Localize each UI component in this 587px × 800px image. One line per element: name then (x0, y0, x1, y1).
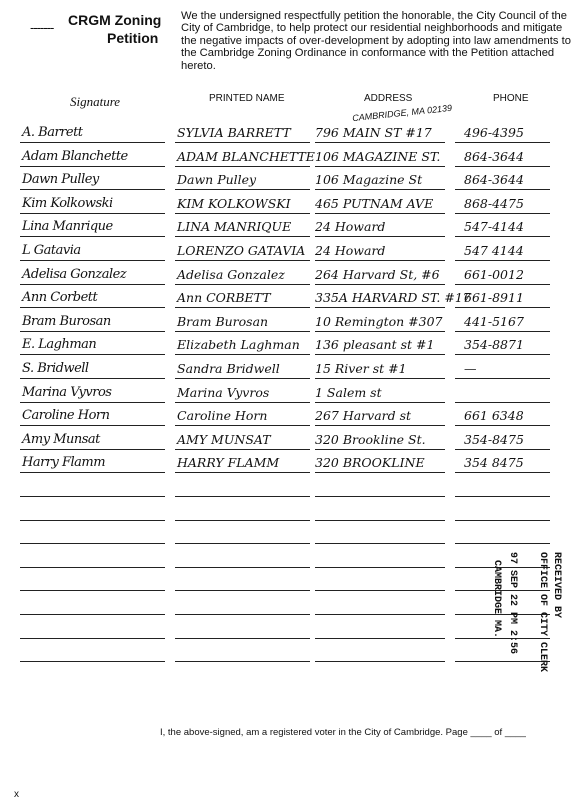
printed-name-cell: Elizabeth Laghman (177, 337, 300, 353)
address-cell: 264 Harvard St, #6 (315, 266, 440, 282)
petition-subtitle: Petition (107, 30, 159, 46)
table-row (0, 309, 587, 333)
petition-intro-text: We the undersigned respectfully petition the honorable, the City Council of the City of Cambridge, to help protect our residential neighborhoods and mitigate the negative impacts of over-development by adopting into law amendments to the Cambridge Zoning Ordinance in conformance with the Petition attached hereto. (181, 10, 571, 72)
signature-cell: L Gatavia (22, 243, 81, 258)
address-cell: 10 Remington #307 (315, 313, 443, 329)
address-city-note: CAMBRIDGE, MA 02139 (351, 102, 453, 124)
signature-cell: A. Barrett (22, 125, 83, 140)
petition-title: CRGM Zoning (68, 12, 162, 28)
signature-cell: Marina Vyvros (22, 384, 112, 400)
signature-cell: S. Bridwell (22, 361, 89, 376)
table-row (0, 332, 587, 356)
phone-cell: 354-8475 (464, 431, 524, 447)
printed-name-cell: Caroline Horn (177, 408, 268, 424)
printed-name-cell: HARRY FLAMM (177, 455, 280, 471)
address-cell: 106 MAGAZINE ST. (315, 148, 441, 164)
printed-name-cell: Ann CORBETT (177, 290, 271, 306)
table-row (0, 498, 587, 522)
address-cell: 465 PUTNAM AVE (315, 195, 434, 211)
printed-name-cell: Sandra Bridwell (177, 361, 280, 376)
signature-cell: Dawn Pulley (22, 172, 99, 188)
address-cell: 106 Magazine St (315, 172, 423, 188)
printed-name-cell: Bram Burosan (177, 313, 269, 329)
phone-cell: 864-3644 (464, 148, 524, 164)
signature-cell: Harry Flamm (22, 455, 106, 471)
printed-name-line (175, 661, 310, 662)
phone-column-header: PHONE (493, 93, 529, 104)
signature-cell: Ann Corbett (22, 290, 98, 306)
printed-name-cell: KIM KOLKOWSKI (177, 195, 291, 211)
header-dash-mark: ------- (30, 20, 54, 35)
printed-name-cell: ADAM BLANCHETTE (177, 148, 315, 164)
table-row (0, 403, 587, 427)
printed-name-cell: Marina Vyvros (177, 384, 270, 400)
table-row (0, 120, 587, 144)
table-row (0, 427, 587, 451)
address-cell: 1 Salem st (315, 384, 382, 400)
phone-cell: 864-3644 (464, 172, 524, 188)
signature-cell: Adam Blanchette (22, 148, 128, 164)
phone-cell: 661 6348 (464, 408, 524, 424)
phone-cell: 496-4395 (464, 125, 524, 140)
address-cell: 24 Howard (315, 243, 386, 258)
phone-cell: 661-8911 (464, 290, 524, 306)
signature-cell: Bram Burosan (22, 313, 111, 329)
phone-cell: 441-5167 (464, 313, 524, 329)
printed-name-cell: Dawn Pulley (177, 172, 257, 188)
address-cell: 335A HARVARD ST. #17 (315, 290, 471, 306)
signature-cell: E. Laghman (22, 337, 97, 353)
stamp-line-3: 97 SEP 22 PM 2:56 (507, 552, 518, 655)
phone-cell: 868-4475 (464, 195, 524, 211)
phone-cell: — (464, 361, 477, 376)
address-cell: 796 MAIN ST #17 (315, 125, 432, 140)
table-row (0, 238, 587, 262)
address-cell: 24 Howard (315, 219, 386, 235)
signature-cell: Adelisa Gonzalez (22, 266, 127, 282)
phone-cell: 354 8475 (464, 455, 524, 471)
table-row (0, 262, 587, 286)
printed-name-column-header: PRINTED NAME (209, 93, 285, 104)
corner-mark: x (14, 789, 19, 800)
address-column-header: ADDRESS (364, 93, 413, 104)
phone-cell: 547 4144 (464, 243, 524, 258)
table-row (0, 474, 587, 498)
stamp-line-4: CAMBRIDGE MA. (491, 560, 502, 639)
printed-name-cell: LORENZO GATAVIA (177, 243, 306, 258)
signature-column-header: Signature (70, 94, 121, 109)
address-cell: 267 Harvard st (315, 408, 412, 424)
table-row (0, 356, 587, 380)
address-cell: 136 pleasant st #1 (315, 337, 435, 353)
signature-cell: Lina Manrique (22, 219, 113, 235)
address-cell: 15 River st #1 (315, 361, 407, 376)
printed-name-cell: Adelisa Gonzalez (177, 266, 285, 282)
table-row (0, 380, 587, 404)
signature-cell: Amy Munsat (22, 431, 100, 447)
clerk-received-stamp (462, 552, 572, 687)
phone-cell: 547-4144 (464, 219, 524, 235)
table-row (0, 191, 587, 215)
address-cell: 320 Brookline St. (315, 431, 426, 447)
printed-name-cell: AMY MUNSAT (177, 431, 271, 447)
printed-name-cell: LINA MANRIQUE (177, 219, 292, 235)
signature-cell: Caroline Horn (22, 408, 110, 424)
voter-attestation-footer: I, the above-signed, am a registered voter in the City of Cambridge. Page ____ of ____ (160, 727, 526, 738)
table-row (0, 144, 587, 168)
stamp-line-2: OFFICE OF CITY CLERK (537, 552, 548, 673)
signature-cell: Kim Kolkowski (22, 195, 113, 211)
address-line (315, 661, 445, 662)
printed-name-cell: SYLVIA BARRETT (177, 125, 291, 140)
address-cell: 320 BROOKLINE (315, 455, 425, 471)
table-row (0, 285, 587, 309)
table-row (0, 521, 587, 545)
table-row (0, 214, 587, 238)
phone-cell: 354-8871 (464, 337, 524, 353)
table-row (0, 450, 587, 474)
table-row (0, 167, 587, 191)
phone-cell: 661-0012 (464, 266, 524, 282)
signature-line (20, 661, 165, 662)
stamp-line-1: RECEIVED BY (551, 552, 562, 619)
